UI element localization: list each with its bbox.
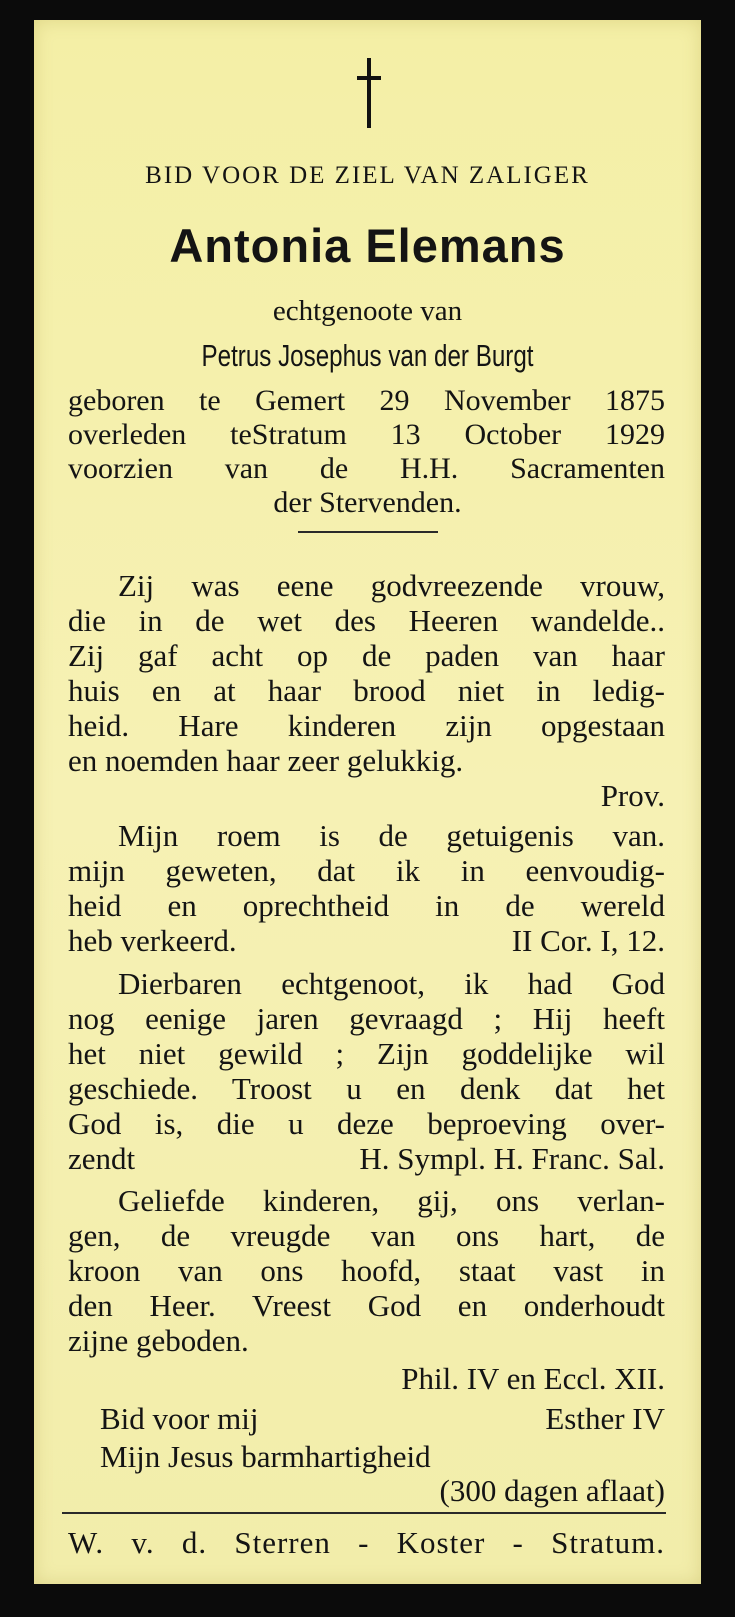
death-line: overleden teStratum 13 October 1929 [68,418,665,451]
sacraments-line: voorzien van de H.H. Sacramenten [68,452,665,485]
verse-reference: Prov. [600,778,665,813]
verse-line: het niet gewild ; Zijn goddelijke wil [68,1036,665,1071]
header-prayer: BID VOOR DE ZIEL VAN ZALIGER [145,162,590,189]
verse-reference: Phil. IV en Eccl. XII. [401,1361,665,1396]
verse-reference: H. Sympl. H. Franc. Sal. [359,1141,665,1176]
cross-icon [357,58,381,128]
spouse-name: Petrus Josephus van der Burgt [201,338,534,373]
birth-line: geboren te Gemert 29 November 1875 [68,384,665,417]
prayer-line: Mijn Jesus barmhartigheid [100,1439,431,1474]
verse-line: God is, die u deze beproeving over- [68,1106,665,1141]
prayer-line: Bid voor mij [100,1401,259,1436]
verse-line: heb verkeerd. [68,923,237,958]
verse-line: geschiede. Troost u en denk dat het [68,1071,665,1106]
verse-line: en noemden haar zeer gelukkig. [68,743,464,778]
verse-line: zijne geboden. [68,1323,249,1358]
divider [62,1512,666,1514]
verse-line: gen, de vreugde van ons hart, de [68,1218,665,1253]
verse-line: nog eenige jaren gevraagd ; Hij heeft [68,1001,665,1036]
verse-line: heid en oprechtheid in de wereld [68,888,665,923]
prayer-reference: Esther IV [545,1401,665,1436]
verse-line: Zij was eene godvreezende vrouw, [118,568,665,603]
verse-line: den Heer. Vreest God en onderhoudt [68,1288,665,1323]
verse-line: heid. Hare kinderen zijn opgestaan [68,708,665,743]
divider [298,531,438,533]
memorial-card [34,20,701,1584]
verse-reference: II Cor. I, 12. [511,923,665,958]
verse-line: die in de wet des Heeren wandelde.. [68,603,665,638]
spouse-relation: echtgenoote van [272,295,463,327]
deceased-name: Antonia Elemans [169,219,566,272]
sacraments-line-2: der Stervenden. [273,486,462,519]
verse-line: kroon van ons hoofd, staat vast in [68,1253,665,1288]
verse-line: zendt [68,1141,136,1176]
verse-line: Mijn roem is de getuigenis van. [118,818,665,853]
verse-line: Zij gaf acht op de paden van haar [68,638,665,673]
verse-line: Dierbaren echtgenoot, ik had God [118,966,665,1001]
verse-line: huis en at haar brood niet in ledig- [68,673,665,708]
verse-line: Geliefde kinderen, gij, ons verlan- [118,1183,665,1218]
verse-line: mijn geweten, dat ik in eenvoudig- [68,853,665,888]
indulgence-note: (300 dagen aflaat) [439,1473,665,1508]
printer-footer: W. v. d. Sterren - Koster - Stratum. [68,1525,665,1560]
